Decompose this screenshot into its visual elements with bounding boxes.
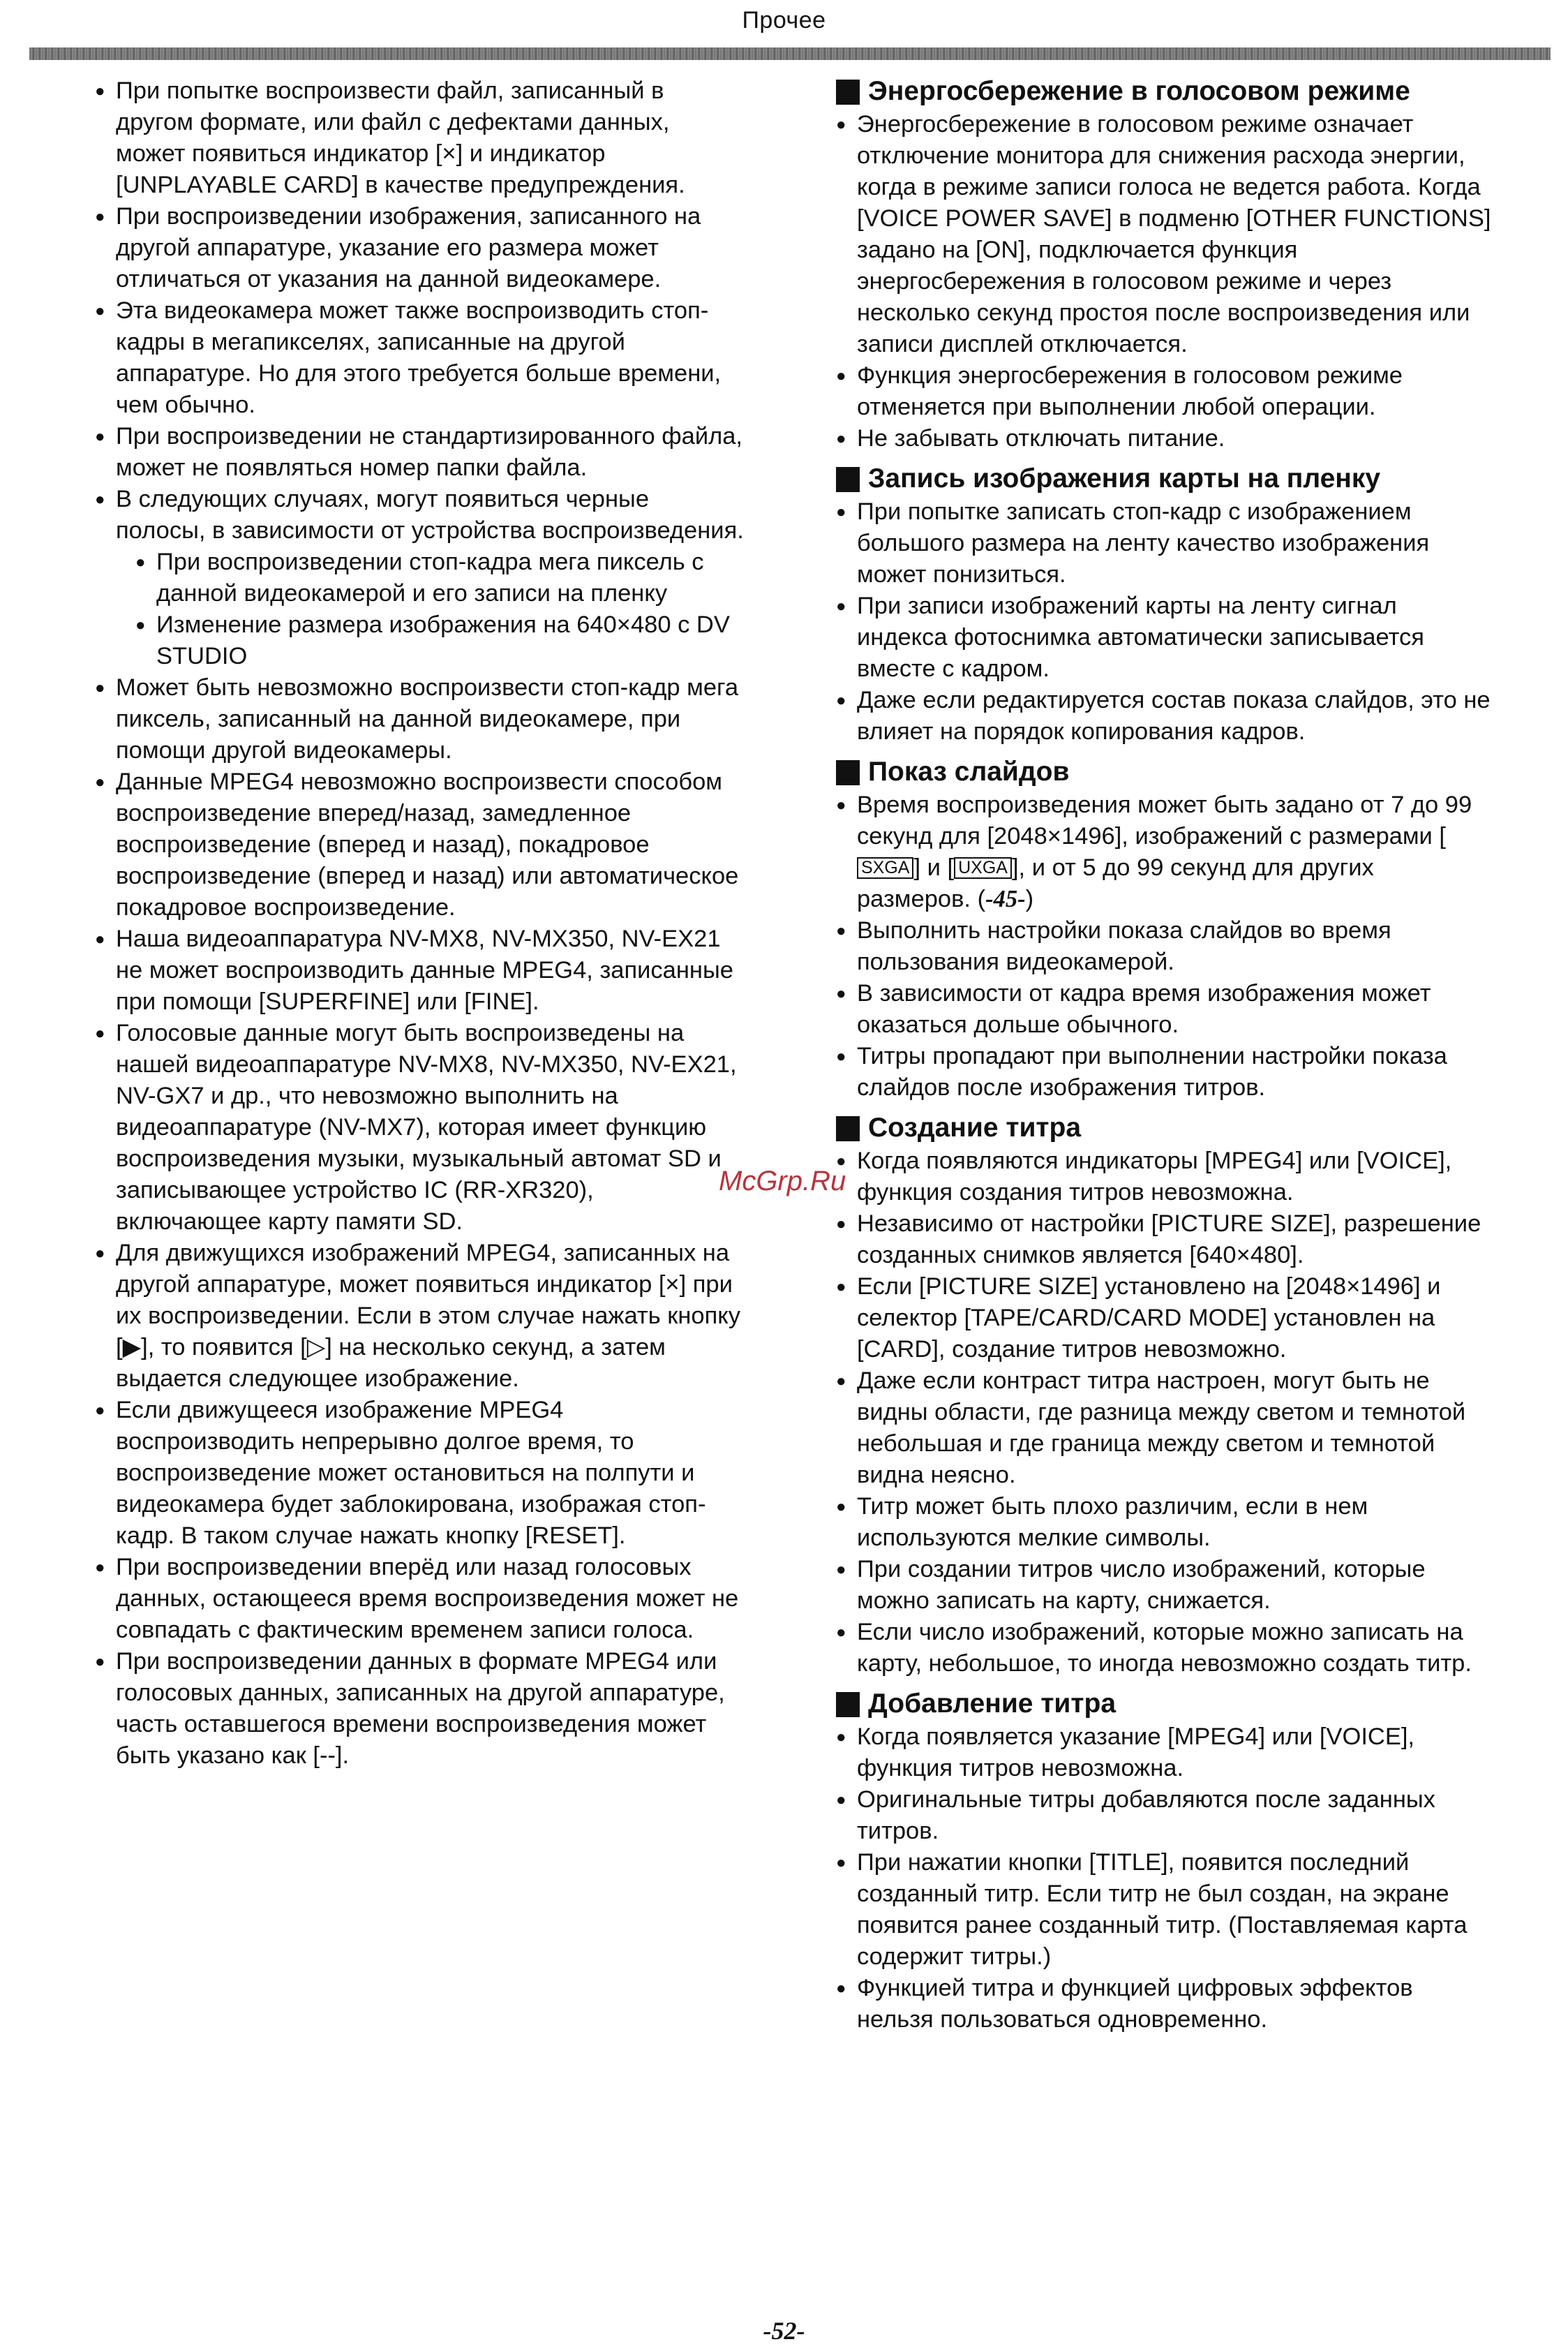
list-item: ● Даже если контраст титра настроен, могут быть не видны области, где разница между светом и темнотой небольшая и где граница между светом и темнотой видна неясно. (836, 1365, 1492, 1491)
list-item: ● Функция энергосбережения в голосовом режиме отменяется при выполнении любой операции. (836, 360, 1492, 423)
section-title: Запись изображения карты на пленку (868, 463, 1381, 494)
list-item: ● При воспроизведении не стандартизированного файла, может не появляться номер папки файла. (95, 421, 744, 484)
sub-list-item: ● Изменение размера изображения на 640×480 с DV STUDIO (135, 609, 744, 672)
list-item: ● При создании титров число изображений, которые можно записать на карту, снижается. (836, 1554, 1492, 1617)
list-item-slide-show-timing (836, 789, 1492, 915)
text-fragment: Время воспроизведения может быть задано от 7 до 99 секунд для [2048×1496], изображений с размерами [ (857, 792, 1472, 850)
section-heading-title-adding (836, 1688, 1492, 1720)
section-heading-slide-show (836, 756, 1492, 788)
list-item: ● Наша видеоаппаратура NV-MX8, NV-MX350, NV-EX21 не может воспроизводить данные MPEG4, записанные при помощи [SUPERFINE] или [FINE]. (95, 924, 744, 1018)
list-item: ● Функцией титра и функцией цифровых эффектов нельзя пользоваться одновременно. (836, 1973, 1492, 2035)
list-item: ● Энергосбережение в голосовом режиме означает отключение монитора для снижения расхода энергии, когда в режиме записи голоса не ведется работа. Когда [VOICE POWER SAVE] в подменю [OTHER FUNCTIONS] задано на [ON], подключается функция энергосбережения в голосовом режиме и через несколько секунд простоя после воспроизведения или записи дисплей отключается. (836, 109, 1492, 360)
list-item: ● Даже если редактируется состав показа слайдов, это не влияет на порядок копирования кадров. (836, 685, 1492, 748)
section-marker-icon (836, 1116, 860, 1141)
section-heading-voice-power-save (836, 75, 1492, 107)
list-item: ● Титры пропадают при выполнении настройки показа слайдов после изображения титров. (836, 1041, 1492, 1104)
list-item: ● Выполнить настройки показа слайдов во время пользования видеокамерой. (836, 915, 1492, 978)
section-title: Энергосбережение в голосовом режиме (868, 76, 1410, 106)
list-item: ● Не забывать отключать питание. (836, 423, 1492, 454)
list-item: ● Для движущихся изображений MPEG4, записанных на другой аппаратуре, может появиться индикатор [×] при их воспроизведении. Если в этом случае нажать кнопку [▶], то появится [▷] на несколько секунд, а затем выдается следующее изображение. (95, 1238, 744, 1395)
list-item: ● Если движущееся изображение MPEG4 воспроизводить непрерывно долгое время, то воспроизведение может остановиться на полпути и видеокамера будет заблокирована, изображая стоп-кадр. В таком случае нажать кнопку [RESET]. (95, 1395, 744, 1552)
list-item: ● В зависимости от кадра время изображения может оказаться дольше обычного. (836, 978, 1492, 1041)
page-reference: -45- (985, 886, 1026, 912)
list-item: ● Когда появляется указание [MPEG4] или [VOICE], функция титров невозможна. (836, 1721, 1492, 1784)
list-item: ● При попытке записать стоп-кадр с изображением большого размера на ленту качество изображения может понизиться. (836, 496, 1492, 591)
left-column (95, 75, 744, 1772)
section-marker-icon (836, 80, 860, 105)
list-item: ● При записи изображений карты на ленту сигнал индекса фотоснимка автоматически записывается вместе с кадром. (836, 591, 1492, 685)
right-column (836, 75, 1492, 2035)
list-item: ● В следующих случаях, могут появиться черные полосы, в зависимости от устройства воспроизведения. (95, 484, 744, 547)
list-item: ● Если [PICTURE SIZE] установлено на [2048×1496] и селектор [TAPE/CARD/CARD MODE] установлен на [CARD], создание титров невозможно. (836, 1271, 1492, 1365)
text-fragment: ], и от 5 до 99 секунд для других размеров. ( (857, 854, 1374, 912)
list-item: ● Независимо от настройки [PICTURE SIZE], разрешение созданных снимков является [640×480]. (836, 1208, 1492, 1271)
list-item: ● При нажатии кнопки [TITLE], появится последний созданный титр. Если титр не был создан, на экране появится ранее созданный титр. (Поставляемая карта содержит титры.) (836, 1847, 1492, 1973)
section-heading-card-to-tape (836, 463, 1492, 495)
list-item: ● Может быть невозможно воспроизвести стоп-кадр мега пиксель, записанный на данной видеокамере, при помощи другой видеокамеры. (95, 672, 744, 766)
text-fragment: ] и [ (913, 854, 955, 881)
list-item: ● При попытке воспроизвести файл, записанный в другом формате, или файл с дефектами данных, может появиться индикатор [×] и индикатор [UNPLAYABLE CARD] в качестве предупреждения. (95, 75, 744, 201)
list-item: ● Данные MPEG4 невозможно воспроизвести способом воспроизведение вперед/назад, замедленное воспроизведение (вперед и назад), покадровое воспроизведение (вперед и назад) или автоматическое покадровое воспроизведение. (95, 766, 744, 924)
list-item: ● Эта видеокамера может также воспроизводить стоп-кадры в мегапикселях, записанные на другой аппаратуре. Но для этого требуется больше времени, чем обычно. (95, 295, 744, 421)
watermark-text: McGrp.Ru (719, 1166, 846, 1196)
list-item: ● При воспроизведении данных в формате MPEG4 или голосовых данных, записанных на другой аппаратуре, часть оставшегося времени воспроизведения может быть указано как [--]. (95, 1646, 744, 1772)
list-item: ● Если число изображений, которые можно записать на карту, небольшое, то иногда невозможно создать титр. (836, 1617, 1492, 1679)
header-divider (29, 47, 1551, 60)
list-item: ● Титр может быть плохо различим, если в нем используются мелкие символы. (836, 1491, 1492, 1554)
section-marker-icon (836, 760, 860, 785)
list-item: ● Когда появляются индикаторы [MPEG4] или [VOICE], функция создания титров невозможна. (836, 1145, 1492, 1208)
section-marker-icon (836, 467, 860, 492)
sub-list-item: ● При воспроизведении стоп-кадра мега пиксель с данной видеокамерой и его записи на пленку (135, 547, 744, 609)
sxga-size-label: SXGA (857, 857, 913, 879)
list-item: ● Оригинальные титры добавляются после заданных титров. (836, 1784, 1492, 1847)
section-heading-title-creation (836, 1112, 1492, 1144)
page-header-title: Прочее (742, 7, 826, 34)
section-marker-icon (836, 1692, 860, 1717)
section-title: Добавление титра (868, 1689, 1117, 1719)
text-fragment: ) (1025, 886, 1034, 912)
page-number: -52- (763, 2317, 805, 2345)
list-item: ● При воспроизведении вперёд или назад голосовых данных, остающееся время воспроизведения может не совпадать с фактическим временем записи голоса. (95, 1552, 744, 1646)
list-item: ● Голосовые данные могут быть воспроизведены на нашей видеоаппаратуре NV-MX8, NV-MX350, NV-EX21, NV-GX7 и др., что невозможно выполнить на видеоаппаратуре (NV-MX7), которая имеет функцию воспроизведения музыки, музыкальный автомат SD и записывающее устройство IC (RR-XR320), включающее карту памяти SD. (95, 1018, 744, 1238)
list-item: ● При воспроизведении изображения, записанного на другой аппаратуре, указание его размера может отличаться от указания на данной видеокамере. (95, 201, 744, 295)
section-title: Создание титра (868, 1113, 1082, 1143)
section-title: Показ слайдов (868, 757, 1070, 787)
uxga-size-label: UXGA (954, 857, 1012, 879)
